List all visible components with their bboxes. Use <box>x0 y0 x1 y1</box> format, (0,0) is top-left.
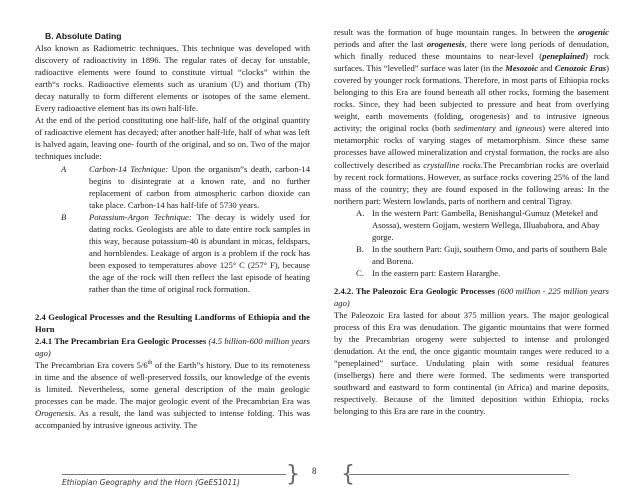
section-heading-absolute-dating: B. Absolute Dating <box>45 31 122 41</box>
section-heading-2-4: 2.4 Geological Processes and the Resulting Landforms of Ethiopia and the Horn <box>35 312 310 335</box>
list-item: A. In the western Part: Gambella, Benishangul-Gumuz (Metekel and Asossa), western Gojjam, western Wellega, Illuababora, and Abay gorge. <box>356 207 600 242</box>
technique-name: Potassium-Argon Technique: <box>89 211 192 222</box>
paragraph: Also known as Radiometric techniques. This technique was developed with discovery of radioactivity in 1896. The regular rates of decay for unstable, radioactive elements were found to constitute virtual “clocks” within the earth“s rocks. Radioactive elements such as uranium (U) and thorium (Th) decay naturally to form different elements or isotopes of the same element. Every radioactive element has its own half-life. <box>35 43 310 114</box>
page-number: 8 <box>312 466 317 476</box>
footer-brace-left: } <box>286 462 300 487</box>
technique-text: The decay is widely used for dating rocks. Geologists are able to date entire rock samples in this way, because potassium-40 is abundant in micas, feldspars, and hornblendes. Leakage of argon is a problem if the rock has been exposed to temperatures above 125° C (257° F), because the age of the rock will then reflect the last episode of heating rather than the time of original rock formation. <box>89 211 310 294</box>
region-list <box>334 207 609 279</box>
footer-rule-right <box>349 474 569 475</box>
section-heading-2-4-2: 2.4.2. The Paleozoic Era Geologic Processes (600 million - 225 million years ago) <box>334 285 609 309</box>
left-column <box>35 26 310 432</box>
technique-name: Carbon-14 Technique: <box>89 163 169 174</box>
paragraph: The Precambrian Era covers 5/6th of the Earth”s history. Due to its remoteness in time and the absence of well-preserved fossils, our knowledge of the events is limited. Nevertheless, some general description of the main geologic processes can be made. The major geologic event of the Precambrian Era was Orogenesis. As a result, the land was subjected to intense folding. This was accompanied by intrusive igneous activity. The <box>35 360 311 431</box>
paragraph: The Paleozoic Era lasted for about 375 million years. The major geological process of this Era was denudation. The gigantic mountains that were formed by the Precambrian orogeny were subjected to intense and prolonged denudation. At the end, the once gigantic mountain ranges were reduced to a “peneplained” surface. Undulating plain with some residual features (inselbergs) here and there were formed. The sediments were transported southward and eastward to form continental (in Africa) and marine deposits, respectively. Because of the limited deposition within Ethiopia, rocks belonging to this Era are rare in the country. <box>334 310 609 417</box>
list-label: B <box>61 211 67 222</box>
right-column <box>334 26 609 418</box>
paragraph: At the end of the period constituting one half-life, half of the original quantity of radioactive element has decayed; after another half-life, half of what was left is halved again, leaving one- fourth of the original, and so on. Two of the major techniques include: <box>35 115 310 162</box>
section-heading-2-4-1: 2.4.1 The Precambrian Era Geologic Processes (4.5 billion-600 million years ago) <box>35 336 310 359</box>
list-item <box>35 163 310 211</box>
paragraph: result was the formation of huge mountain ranges. In between the orogenic periods and after the last orogenesis, there were long periods of denudation, which finally reduced these mountains to near-level (peneplained) rock surfaces. This “levelled” surface was later (in the Mesozoic and Cenozoic Eras) covered by younger rock formations. Therefore, in most parts of Ethiopia rocks belonging to this Era are found beneath all other rocks, forming the basement rocks. Since, they had been subjected to pressure and heat from overlying weight, earth movements (folding, orogenesis) and to intrusive igneous activity; the original rocks (both sedimentary and igneous) were altered into metamorphic rocks of varying stages of metamorphism. Since these same processes have allowed mineralization and crystal formation, the rocks are also collectively described as crystalline rocks.The Precambrian rocks are overlaid by recent rock formations. However, as surface rocks covering 25% of the land mass of the country; they are found exposed in the following areas: In the northern part: Western lowlands, parts of northern and central Tigray. <box>334 27 610 206</box>
list-label: A <box>61 163 67 174</box>
list-item: C. In the eastern part: Eastern Hararghe. <box>356 267 501 278</box>
footer-rule-left <box>62 474 286 475</box>
list-item: B. In the southern Part: Guji, southern Omo, and parts of southern Bale and Borena. <box>356 243 608 266</box>
footer-brace-right: { <box>341 462 355 487</box>
technique-text: Upon the organism”s death, carbon-14 begins to disintegrate at a known rate, and no further replacement of carbon from atmospheric carbon dioxide can take place. Carbon-14 has half-life of 5730 years. <box>89 163 310 210</box>
list-item <box>35 211 310 295</box>
footer-book-title: Ethiopian Geography and the Horn (GeES1011) <box>62 478 240 487</box>
